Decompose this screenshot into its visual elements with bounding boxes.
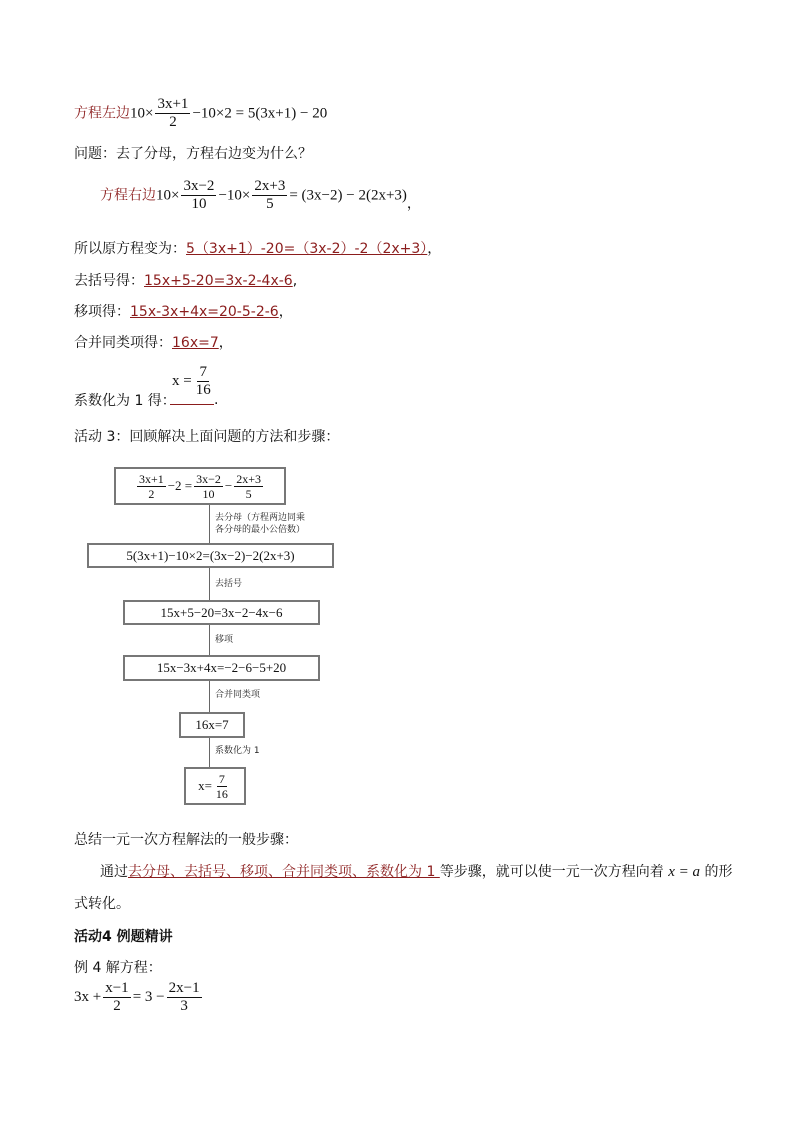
example-equation: 3x + $\frac{x-1}{2}$ = 3 − $\frac{2x-1}{3}$ [74,980,200,1014]
fraction: $\frac{3x-2}{10}$ [183,178,215,212]
fraction: $\frac{2x-1}{3}$ [168,980,200,1014]
equation-right-side: 方程右边10× $\frac{3x-2}{10}$ −10× $\frac{2x+3}{5}$ = (3x−2) − 2(2x+3)， [100,178,421,212]
step-transpose: 移项得：15x-3x+4x=20-5-2-6， [74,304,293,320]
answer: 16x=7 [172,335,219,351]
flow-connector [209,568,210,600]
flow-connector [209,505,210,543]
summary-heading: 总结一元一次方程解法的一般步骤： [74,832,298,848]
fraction: $\frac{3x+1}{2}$ [157,96,189,130]
flow-step-label: 去括号 [215,579,243,589]
step-remove-brackets: 去括号得：15x+5-20=3x-2-4x-6, [74,273,298,289]
step-coefficient-answer: x = $\frac{7}{16}$ [172,364,211,398]
fraction: $\frac{7}{16}$ [195,364,211,398]
flow-step-label: 移项 [215,635,234,645]
fraction: $\frac{x-1}{2}$ [105,980,129,1014]
activity3-heading: 活动 3：回顾解决上面问题的方法和步骤： [74,429,340,445]
answer: 5（3x+1）-20=（3x-2）-2（2x+3） [186,241,428,257]
question-text: 问题：去了分母，方程右边变为什么？ [74,146,312,162]
label-left-side: 方程左边 [74,105,130,122]
label-right-side: 方程右边 [100,187,156,204]
flow-box-remove-denominator: 5(3x+1)−10×2=(3x−2)−2(2x+3) [87,543,334,568]
flow-box-combine: 16x=7 [179,712,245,738]
flow-box-solution: x= $\frac{7}{16}$ [184,767,246,805]
flow-connector [209,625,210,655]
answer: 15x-3x+4x=20-5-2-6 [130,304,279,320]
answer-underline [170,404,214,405]
answer: 15x+5-20=3x-2-4x-6 [144,273,293,289]
answer: 去分母、去括号、移项、合并同类项、系数化为 1 [128,864,440,880]
step-original-equation: 所以原方程变为：5（3x+1）-20=（3x-2）-2（2x+3）， [74,241,442,257]
step-combine: 合并同类项得：16x=7， [74,335,233,351]
flow-box-original: $\frac{3x+1}{2}$ −2 = $\frac{3x-2}{10}$ − $\frac{2x+3}{5}$ [114,467,286,505]
fraction: $\frac{2x+3}{5}$ [254,178,286,212]
summary-text-continued: 式转化。 [74,896,130,912]
equation-left-side: 方程左边10× $\frac{3x+1}{2}$ −10×2 = 5(3x+1) − 20 [74,96,328,130]
step-coefficient-label: 系数化为 1 得： [74,393,176,409]
flow-box-remove-brackets: 15x+5−20=3x−2−4x−6 [123,600,320,625]
summary-text: 通过去分母、去括号、移项、合并同类项、系数化为 1 等步骤，就可以使一元一次方程向着 x = a 的形 [100,864,733,880]
flow-box-transpose: 15x−3x+4x=−2−6−5+20 [123,655,320,681]
flow-step-label: 系数化为 1 [215,746,260,756]
flow-step-label: 去分母（方程两边同乘 各分母的最小公倍数） [215,513,306,535]
flow-connector [209,738,210,767]
flow-step-label: 合并同类项 [215,690,261,700]
example-label: 例 4 解方程： [74,960,162,976]
activity4-heading: 活动4 例题精讲 [74,929,173,945]
flow-connector [209,681,210,712]
